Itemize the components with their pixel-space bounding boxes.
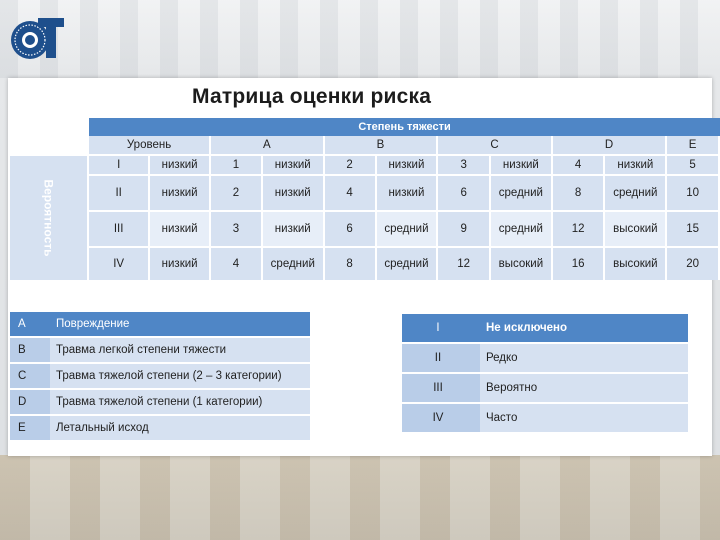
severity-col-e: E bbox=[667, 136, 720, 154]
legend-text: Травма тяжелой степени (1 категории) bbox=[50, 390, 310, 416]
risk-level: средний bbox=[377, 210, 439, 246]
legend-text: Редко bbox=[480, 344, 688, 374]
risk-score: 12 bbox=[438, 246, 491, 280]
legend-text: Часто bbox=[480, 404, 688, 434]
risk-level: низкий bbox=[150, 246, 211, 280]
risk-score: 3 bbox=[438, 154, 491, 174]
legend-key: IV bbox=[402, 404, 480, 434]
legend-key: D bbox=[10, 390, 50, 416]
risk-level: средний bbox=[605, 174, 667, 210]
risk-level: низкий bbox=[263, 154, 325, 174]
risk-score: 2 bbox=[325, 154, 377, 174]
legend-key: III bbox=[402, 374, 480, 404]
probability-legend bbox=[402, 314, 688, 434]
risk-score: 6 bbox=[438, 174, 491, 210]
legend-key: A bbox=[10, 312, 50, 338]
risk-level: средний bbox=[377, 246, 439, 280]
risk-score: 3 bbox=[211, 210, 263, 246]
risk-level: средний bbox=[263, 246, 325, 280]
legend-text: Не исключено bbox=[480, 314, 688, 344]
legend-row bbox=[402, 344, 688, 374]
legend-key: B bbox=[10, 338, 50, 364]
level-label: Уровень bbox=[89, 136, 211, 154]
legend-row bbox=[10, 338, 310, 364]
institute-logo-icon bbox=[8, 10, 66, 66]
legend-text: Вероятно bbox=[480, 374, 688, 404]
legend-key: E bbox=[10, 416, 50, 442]
severity-legend bbox=[10, 312, 310, 442]
risk-level: низкий bbox=[377, 174, 439, 210]
risk-level: средний bbox=[491, 174, 553, 210]
probability-header: Вероятность bbox=[10, 154, 89, 280]
risk-score: 1 bbox=[211, 154, 263, 174]
legend-row bbox=[10, 390, 310, 416]
risk-level: низкий bbox=[263, 210, 325, 246]
legend-row bbox=[402, 374, 688, 404]
risk-level: высокий bbox=[605, 246, 667, 280]
background-photo-top bbox=[0, 0, 720, 78]
risk-score: 16 bbox=[553, 246, 606, 280]
legend-key: C bbox=[10, 364, 50, 390]
legend-row bbox=[10, 416, 310, 442]
risk-score: 12 bbox=[553, 210, 606, 246]
risk-score: 6 bbox=[325, 210, 377, 246]
severity-col-d: D bbox=[553, 136, 667, 154]
background-photo-bottom bbox=[0, 455, 720, 540]
risk-score: 10 bbox=[667, 174, 720, 210]
legend-row bbox=[402, 314, 688, 344]
risk-matrix bbox=[10, 118, 720, 280]
probability-level: IV bbox=[89, 246, 150, 280]
legend-text: Травма легкой степени тяжести bbox=[50, 338, 310, 364]
risk-level: низкий bbox=[263, 174, 325, 210]
severity-col-a: A bbox=[211, 136, 325, 154]
risk-score: 20 bbox=[667, 246, 720, 280]
risk-score: 2 bbox=[211, 174, 263, 210]
risk-score: 15 bbox=[667, 210, 720, 246]
legend-text: Травма тяжелой степени (2 – 3 категории) bbox=[50, 364, 310, 390]
risk-level: высокий bbox=[491, 246, 553, 280]
risk-level: высокий bbox=[605, 210, 667, 246]
risk-score: 4 bbox=[553, 154, 606, 174]
severity-col-c: C bbox=[438, 136, 552, 154]
risk-level: средний bbox=[491, 210, 553, 246]
legend-key: II bbox=[402, 344, 480, 374]
risk-score: 8 bbox=[325, 246, 377, 280]
probability-level: III bbox=[89, 210, 150, 246]
legend-row bbox=[402, 404, 688, 434]
severity-header: Степень тяжести bbox=[89, 118, 720, 136]
risk-level: низкий bbox=[150, 210, 211, 246]
risk-score: 5 bbox=[667, 154, 720, 174]
severity-col-b: B bbox=[325, 136, 439, 154]
risk-score: 4 bbox=[325, 174, 377, 210]
risk-level: низкий bbox=[150, 154, 211, 174]
legend-text: Повреждение bbox=[50, 312, 310, 338]
probability-level: II bbox=[89, 174, 150, 210]
legend-key: I bbox=[402, 314, 480, 344]
risk-level: низкий bbox=[377, 154, 439, 174]
risk-level: низкий bbox=[491, 154, 553, 174]
page-title: Матрица оценки риска bbox=[192, 85, 432, 108]
risk-level: низкий bbox=[605, 154, 667, 174]
legend-text: Летальный исход bbox=[50, 416, 310, 442]
probability-level: I bbox=[89, 154, 150, 174]
risk-level: низкий bbox=[150, 174, 211, 210]
legend-row bbox=[10, 312, 310, 338]
risk-score: 9 bbox=[438, 210, 491, 246]
risk-score: 8 bbox=[553, 174, 606, 210]
risk-score: 4 bbox=[211, 246, 263, 280]
legend-row bbox=[10, 364, 310, 390]
